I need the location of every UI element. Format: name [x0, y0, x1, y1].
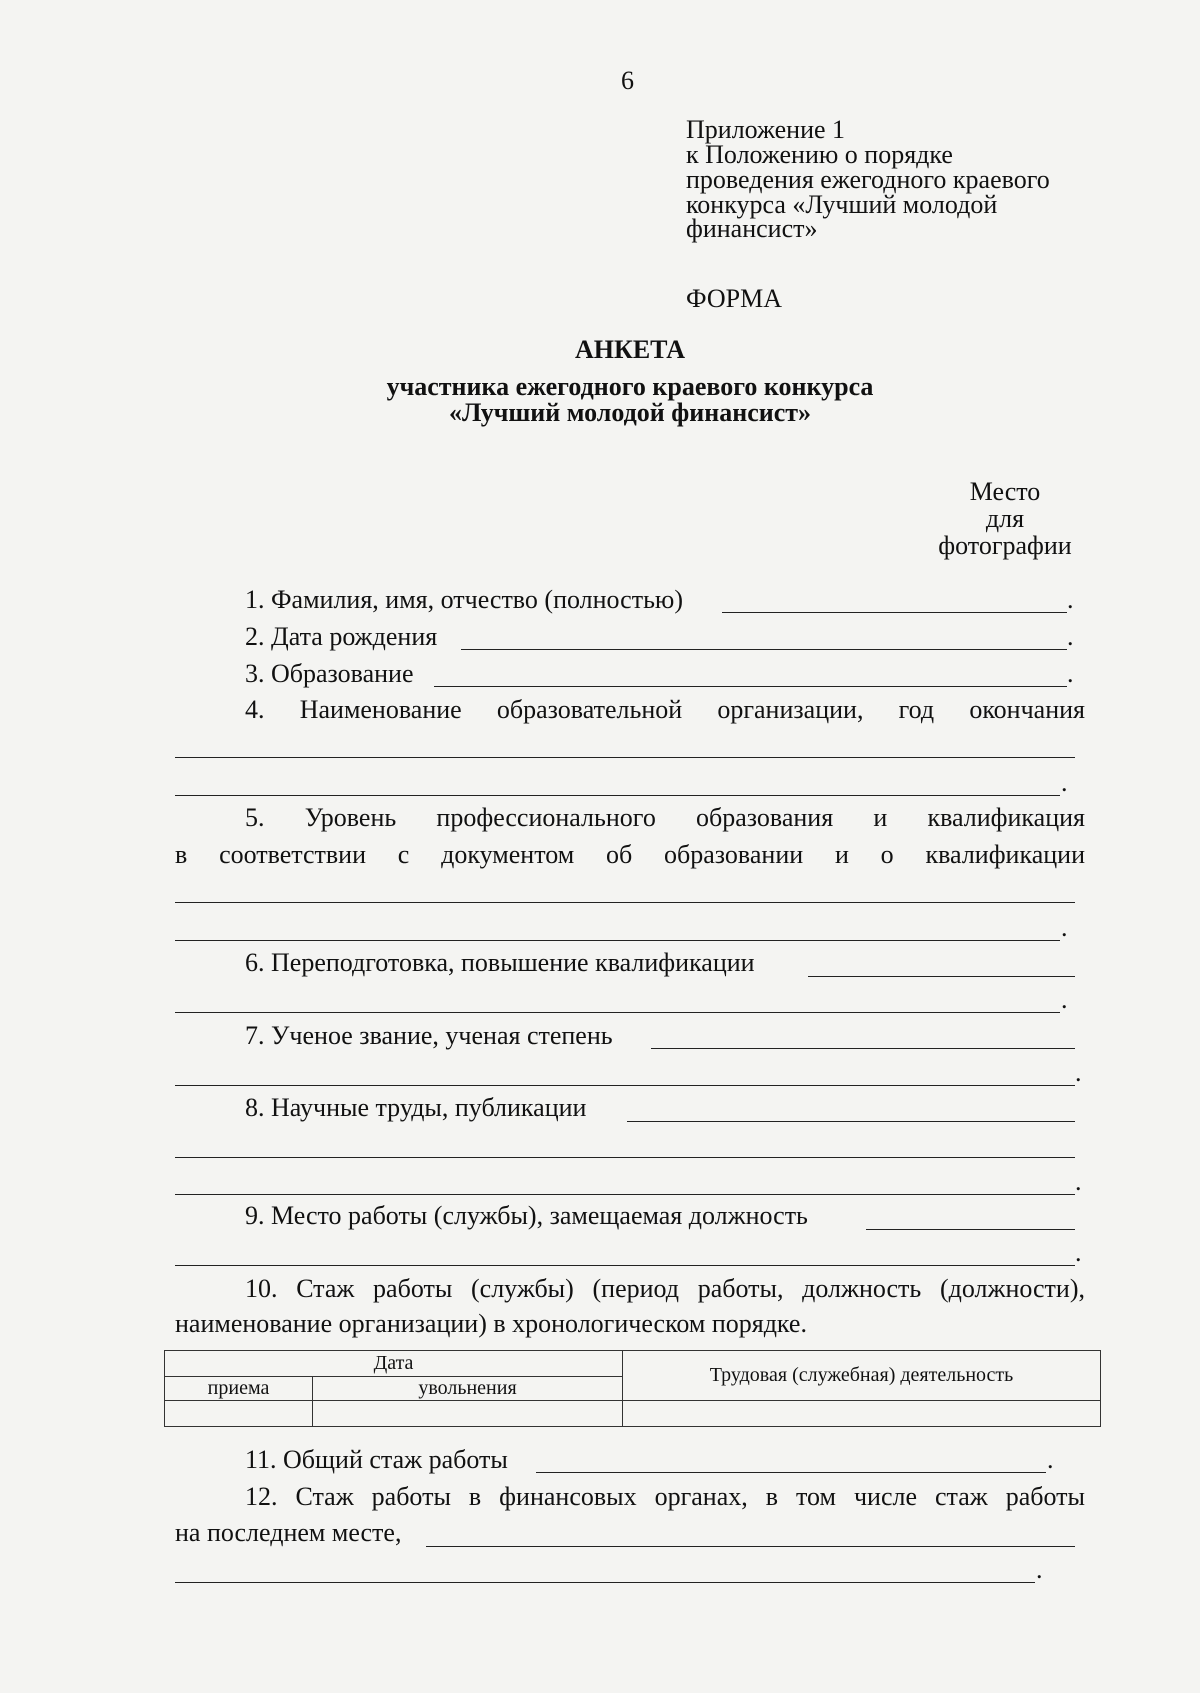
publications-field[interactable] [627, 1121, 1075, 1122]
photo-label: для [985, 504, 1025, 533]
publications-field-line2[interactable] [175, 1157, 1075, 1158]
qualification-field-line1[interactable] [175, 902, 1075, 903]
period: . [1061, 768, 1068, 797]
item-work-history: 10. Стаж работы (службы) (период работы, должность (должности), [245, 1274, 1085, 1303]
birth-date-field[interactable] [461, 649, 1067, 650]
photo-label: фотографии [938, 531, 1072, 560]
total-experience-field[interactable] [536, 1472, 1046, 1473]
item-institution: 4. Наименование образовательной организации, год окончания [245, 695, 1085, 724]
document-subtitle: «Лучший молодой финансист» [448, 398, 812, 427]
period: . [1075, 1238, 1082, 1267]
finance-experience-field-line2[interactable] [175, 1582, 1035, 1583]
period: . [1061, 913, 1068, 942]
appendix-line: проведения ежегодного краевого [686, 165, 1050, 194]
dismissal-date-header: увольнения [313, 1377, 623, 1401]
photo-label: Место [969, 477, 1041, 506]
academic-degree-field-line2[interactable] [175, 1085, 1075, 1086]
period: . [1061, 985, 1068, 1014]
item-qualification-cont: в соответствии с документом об образовании и о квалификации [175, 840, 1085, 869]
item-publications: 8. Научные труды, публикации [245, 1093, 587, 1122]
item-birth-date: 2. Дата рождения [245, 622, 438, 651]
document-title: АНКЕТА [574, 335, 686, 364]
table-header-row [165, 1351, 1101, 1377]
item-total-experience: 11. Общий стаж работы [245, 1445, 508, 1474]
item-full-name: 1. Фамилия, имя, отчество (полностью) [245, 585, 684, 614]
item-workplace: 9. Место работы (службы), замещаемая должность [245, 1201, 808, 1230]
workplace-field-line2[interactable] [175, 1265, 1075, 1266]
full-name-field[interactable] [722, 612, 1067, 613]
item-education: 3. Образование [245, 659, 414, 688]
period: . [1067, 622, 1074, 651]
retraining-field[interactable] [808, 976, 1075, 977]
retraining-field-line2[interactable] [175, 1012, 1060, 1013]
dismissal-date-cell[interactable] [313, 1401, 623, 1427]
item-work-history-cont: наименование организации) в хронологическом порядке. [175, 1309, 807, 1338]
institution-field-line2[interactable] [175, 795, 1060, 796]
item-finance-experience: 12. Стаж работы в финансовых органах, в том числе стаж работы [245, 1482, 1085, 1511]
document-subtitle: участника ежегодного краевого конкурса [386, 372, 874, 401]
publications-field-line3[interactable] [175, 1194, 1075, 1195]
form-label: ФОРМА [686, 284, 782, 313]
hire-date-header: приема [165, 1377, 313, 1401]
item-finance-experience-cont: на последнем месте, [175, 1518, 402, 1547]
photo-placeholder [920, 478, 1090, 559]
appendix-line: к Положению о порядке [686, 140, 953, 169]
appendix-line: финансист» [686, 214, 818, 243]
education-field[interactable] [434, 686, 1067, 687]
appendix-line: Приложение 1 [686, 115, 846, 144]
period: . [1047, 1445, 1054, 1474]
work-history-table [164, 1350, 1101, 1427]
item-academic-degree: 7. Ученое звание, ученая степень [245, 1021, 613, 1050]
activity-header: Трудовая (служебная) деятельность [623, 1351, 1101, 1401]
period: . [1067, 659, 1074, 688]
appendix-line: конкурса «Лучший молодой [686, 190, 998, 219]
period: . [1036, 1555, 1043, 1584]
finance-experience-field[interactable] [426, 1546, 1075, 1547]
institution-field-line1[interactable] [175, 757, 1075, 758]
item-qualification: 5. Уровень профессионального образования и квалификация [245, 803, 1085, 832]
qualification-field-line2[interactable] [175, 940, 1060, 941]
page-number: 6 [621, 66, 634, 95]
hire-date-cell[interactable] [165, 1401, 313, 1427]
period: . [1075, 1058, 1082, 1087]
period: . [1067, 585, 1074, 614]
period: . [1075, 1167, 1082, 1196]
academic-degree-field[interactable] [651, 1048, 1075, 1049]
item-retraining: 6. Переподготовка, повышение квалификации [245, 948, 755, 977]
workplace-field[interactable] [866, 1229, 1075, 1230]
table-row [165, 1401, 1101, 1427]
date-header: Дата [165, 1351, 623, 1377]
activity-cell[interactable] [623, 1401, 1101, 1427]
